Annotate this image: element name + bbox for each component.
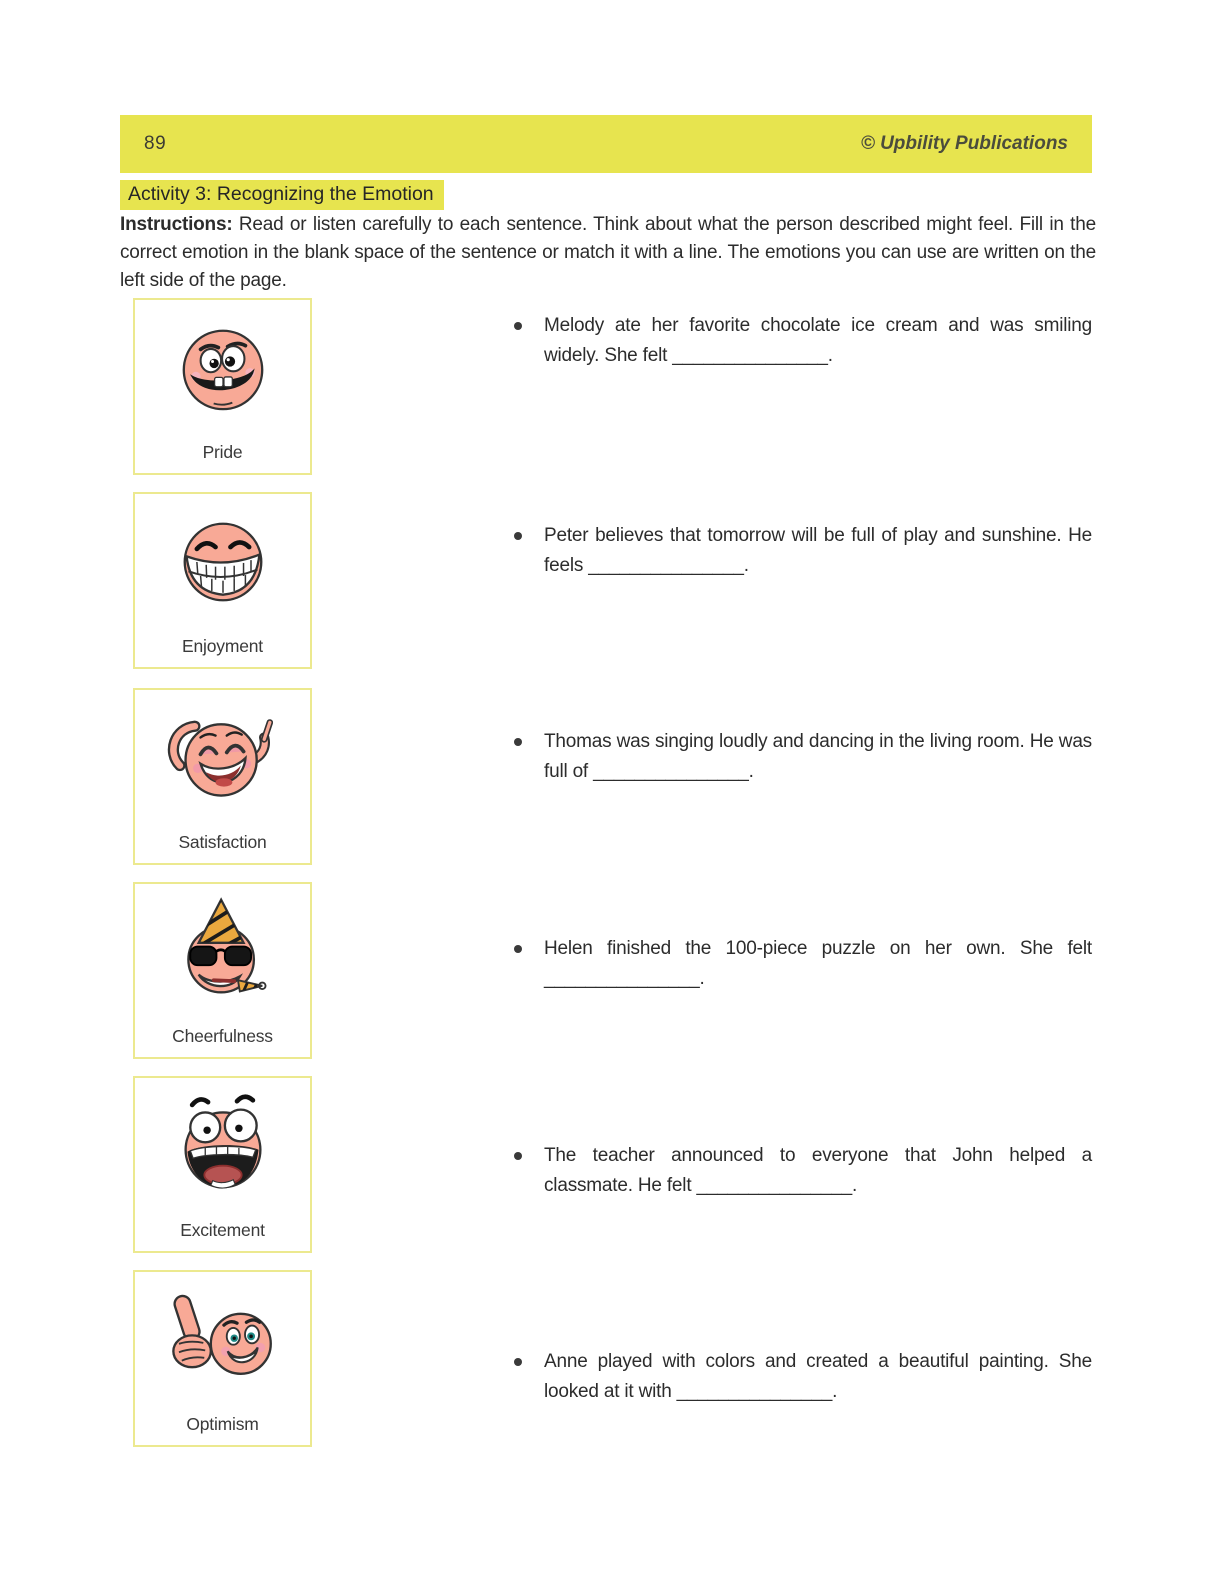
thumbs-up-face-icon	[160, 1282, 286, 1400]
sentence-text: Melody ate her favorite chocolate ice cream and was smiling widely. She felt _______________.	[544, 315, 1092, 367]
emotion-label: Satisfaction	[178, 832, 267, 852]
emotion-card-excitement	[133, 1076, 312, 1253]
sentence-item	[514, 1347, 1092, 1408]
instructions-paragraph	[120, 211, 1096, 295]
bullet-marker	[514, 738, 522, 746]
emotion-label: Cheerfulness	[172, 1026, 273, 1046]
sentence-text: The teacher announced to everyone that John helped a classmate. He felt _______________.	[544, 1145, 1092, 1197]
page-header-bar	[120, 115, 1092, 173]
wide-eyes-open-mouth-face-icon	[166, 1088, 280, 1206]
bullet-marker	[514, 1152, 522, 1160]
big-grin-face-icon	[167, 504, 279, 620]
bullet-marker	[514, 532, 522, 540]
proud-smiling-face-icon	[167, 310, 279, 428]
emotion-card-pride	[133, 298, 312, 475]
emotion-label: Excitement	[180, 1220, 265, 1240]
emotion-card-cheerfulness	[133, 882, 312, 1059]
sentence-text: Thomas was singing loudly and dancing in the living room. He was full of _______________.	[544, 731, 1092, 783]
bullet-marker	[514, 945, 522, 953]
publisher-credit: © Upbility Publications	[860, 133, 1068, 154]
sentence-text: Helen finished the 100-piece puzzle on her own. She felt _______________.	[544, 938, 1092, 990]
emotion-card-optimism	[133, 1270, 312, 1447]
emotion-card-enjoyment	[133, 492, 312, 669]
emotion-label: Optimism	[186, 1414, 259, 1434]
bullet-marker	[514, 1358, 522, 1366]
sentence-text: Anne played with colors and created a beautiful painting. She looked at it with _______________.	[544, 1351, 1092, 1403]
sentence-item	[514, 934, 1092, 995]
sentence-text: Peter believes that tomorrow will be full of play and sunshine. He feels _______________.	[544, 525, 1092, 577]
activity-title: Activity 3: Recognizing the Emotion	[120, 180, 444, 210]
emotion-label: Pride	[202, 442, 243, 462]
emotion-card-satisfaction	[133, 688, 312, 865]
party-hat-sunglasses-face-icon	[165, 894, 281, 1014]
sentence-item	[514, 1141, 1092, 1202]
sentence-item	[514, 311, 1092, 372]
sentence-item	[514, 521, 1092, 582]
instructions-text: Read or listen carefully to each sentence. Think about what the person described might feel. Fill in the correct emotion in the blank space of the sentence or match it with a line. The emotions you can use are written on the left side of the page.	[120, 214, 1096, 292]
laughing-pointing-face-icon	[159, 700, 287, 818]
emotion-label: Enjoyment	[182, 636, 263, 656]
sentence-item	[514, 727, 1092, 788]
bullet-marker	[514, 322, 522, 330]
instructions-label: Instructions:	[120, 214, 233, 235]
page-number: 89	[144, 133, 167, 154]
